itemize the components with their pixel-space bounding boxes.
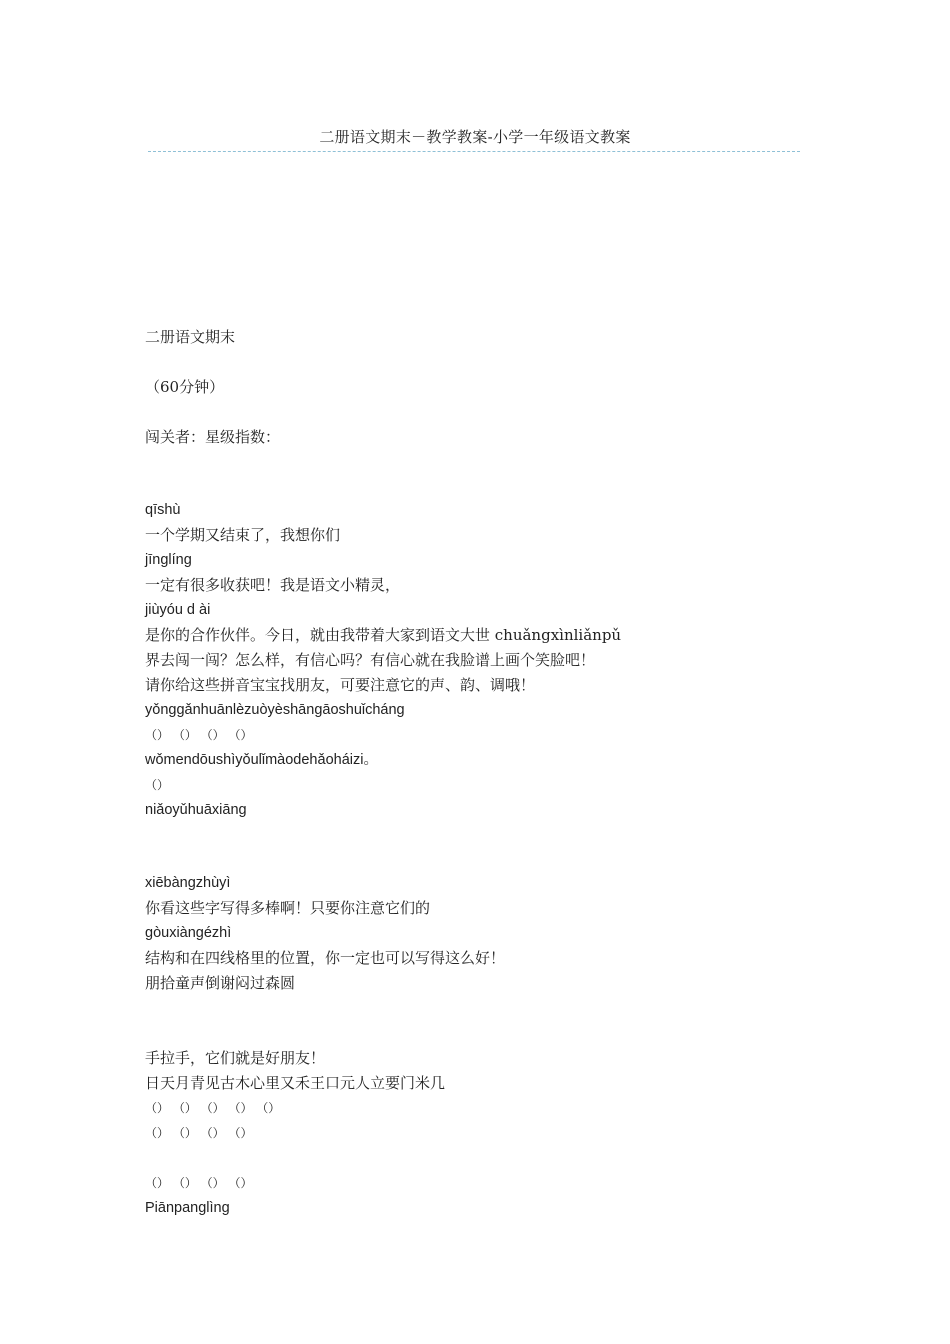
pinyin-line: Piānpanglìng <box>145 1200 230 1216</box>
pinyin-line: jīnglíng <box>145 552 192 568</box>
pinyin-line: niǎoyǔhuāxiāng <box>145 802 247 818</box>
text-line: 你看这些字写得多棒啊！只要你注意它们的 <box>145 899 431 917</box>
character-list: 日天月青见古木心里又禾王口元人立要门米几 <box>145 1074 446 1092</box>
answer-blanks: （） <box>145 778 170 792</box>
section-pinyin-intro <box>145 498 621 823</box>
instruction-line: 请你给这些拼音宝宝找朋友，可要注意它的声、韵、调哦！ <box>145 676 536 694</box>
challenger-line: 闯关者：星级指数： <box>145 428 281 446</box>
exam-title: 二册语文期末 <box>145 328 236 346</box>
header-dashed-rule <box>148 151 800 152</box>
pinyin-line: jiùyóu d ài <box>145 602 211 618</box>
page-header-title: 二册语文期末－教学教案-小学一年级语文教案 <box>319 128 631 146</box>
answer-blanks: （） （） （） （） <box>145 1126 253 1140</box>
pinyin-line: gòuxiàngézhì <box>145 925 232 941</box>
text-line: 一个学期又结束了，我想你们 <box>145 526 341 544</box>
pinyin-line: qīshù <box>145 502 181 518</box>
answer-blanks: （） （） （） （） （） <box>145 1101 281 1115</box>
intro-block <box>145 325 280 450</box>
answer-blanks: （） （） （） （） <box>145 728 253 742</box>
exam-duration: （60分钟） <box>145 378 225 396</box>
pinyin-line: yǒnggǎnhuānlèzuòyèshāngāoshuǐcháng <box>145 702 405 718</box>
text-line: 界去闯一闯？怎么样，有信心吗？有信心就在我脸谱上画个笑脸吧！ <box>145 651 596 669</box>
section-writing <box>145 871 505 996</box>
section-matching <box>145 1046 445 1146</box>
character-list: 朋拾童声倒谢闷过森圆 <box>145 974 296 992</box>
text-line: 是你的合作伙伴。今日，就由我带着大家到语文大世 chuǎngxìnliǎnpǔ <box>145 626 622 644</box>
text-line: 结构和在四线格里的位置，你一定也可以写得这么好！ <box>145 949 506 967</box>
text-line: 一定有很多收获吧！我是语文小精灵， <box>145 576 401 594</box>
section-radicals <box>145 1171 252 1221</box>
pinyin-line: xiēbàngzhùyì <box>145 875 231 891</box>
instruction-line: 手拉手，它们就是好朋友！ <box>145 1049 326 1067</box>
pinyin-line: wǒmendōushìyǒulǐmàodehǎoháizi。 <box>145 752 378 768</box>
answer-blanks: （） （） （） （） <box>145 1176 253 1190</box>
